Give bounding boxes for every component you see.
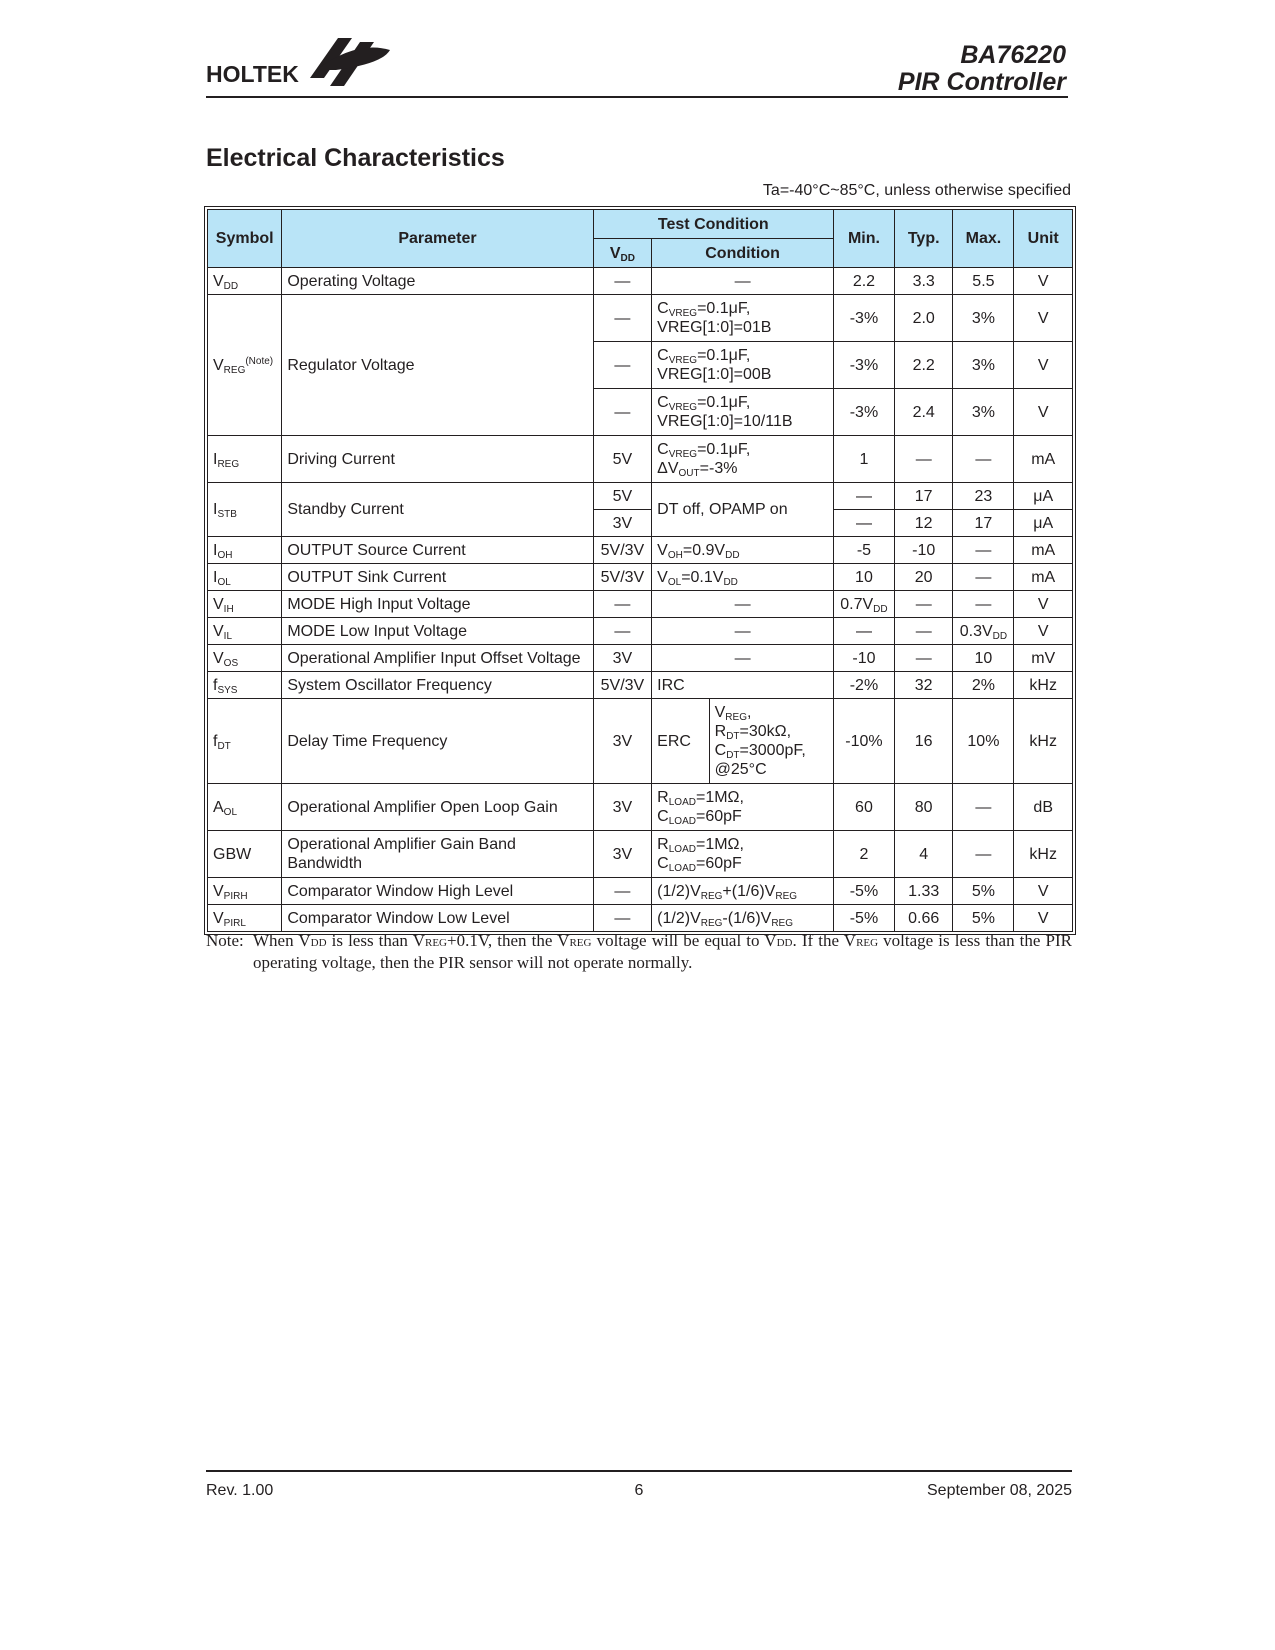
note-label: Note:	[206, 931, 244, 950]
header-max: Max.	[953, 210, 1014, 268]
unit-cell: mA	[1014, 537, 1073, 564]
min-cell: —	[833, 510, 894, 537]
max-cell: $0.3V_{DD}$	[953, 618, 1014, 645]
typ-cell: 17	[894, 483, 953, 510]
condition-cell: $C_{VREG}=0.1\mu F$, VREG[1:0]=10/11B	[652, 389, 834, 436]
unit-cell: V	[1014, 905, 1073, 932]
unit-cell: mA	[1014, 436, 1073, 483]
unit-cell: kHz	[1014, 699, 1073, 784]
unit-cell: V	[1014, 342, 1073, 389]
typ-cell: 20	[894, 564, 953, 591]
table-row	[208, 268, 1073, 295]
table-row	[208, 591, 1073, 618]
max-cell: 3%	[953, 389, 1014, 436]
holtek-logo	[206, 30, 396, 92]
table-row	[208, 645, 1073, 672]
typ-cell: 1.33	[894, 878, 953, 905]
typ-cell: 3.3	[894, 268, 953, 295]
parameter-cell: OUTPUT Sink Current	[282, 564, 593, 591]
symbol-cell: $V_{DD}$	[208, 268, 282, 295]
parameter-cell: Driving Current	[282, 436, 593, 483]
vdd-cell: 3V	[593, 645, 652, 672]
condition-cell: $(1/2)V_{REG}+(1/6)V_{REG}$	[652, 878, 834, 905]
max-cell: —	[953, 436, 1014, 483]
unit-cell: μA	[1014, 510, 1073, 537]
min-cell: -3%	[833, 389, 894, 436]
parameter-cell: Delay Time Frequency	[282, 699, 593, 784]
header-typ: Typ.	[894, 210, 953, 268]
vdd-cell: 3V	[593, 510, 652, 537]
symbol-cell: $V_{PIRL}$	[208, 905, 282, 932]
min-cell: -5	[833, 537, 894, 564]
page-header	[206, 26, 1068, 98]
symbol-cell: $f_{DT}$	[208, 699, 282, 784]
max-cell: 17	[953, 510, 1014, 537]
unit-cell: kHz	[1014, 831, 1073, 878]
header-vdd: $V_{DD}$	[593, 239, 652, 268]
table-row	[208, 618, 1073, 645]
typ-cell: 2.4	[894, 389, 953, 436]
symbol-cell: $I_{OH}$	[208, 537, 282, 564]
table-row	[208, 905, 1073, 932]
typ-cell: 4	[894, 831, 953, 878]
parameter-cell: Operational Amplifier Gain Band Bandwidth	[282, 831, 593, 878]
table-row	[208, 699, 1073, 784]
symbol-cell: $V_{REG}^{(Note)}$	[208, 295, 282, 436]
vdd-cell: —	[593, 295, 652, 342]
typ-cell: 16	[894, 699, 953, 784]
vdd-cell: 3V	[593, 831, 652, 878]
unit-cell: dB	[1014, 784, 1073, 831]
max-cell: 5.5	[953, 268, 1014, 295]
unit-cell: mA	[1014, 564, 1073, 591]
header-unit: Unit	[1014, 210, 1073, 268]
vdd-cell: —	[593, 268, 652, 295]
symbol-cell: $V_{IH}$	[208, 591, 282, 618]
unit-cell: kHz	[1014, 672, 1073, 699]
parameter-cell: Comparator Window High Level	[282, 878, 593, 905]
min-cell: -5%	[833, 878, 894, 905]
symbol-cell: $I_{STB}$	[208, 483, 282, 537]
min-cell: 2	[833, 831, 894, 878]
symbol-cell: $I_{OL}$	[208, 564, 282, 591]
min-cell: 1	[833, 436, 894, 483]
vdd-cell: —	[593, 905, 652, 932]
vdd-cell: 3V	[593, 699, 652, 784]
condition-cell: $V_{OH}=0.9V_{DD}$	[652, 537, 834, 564]
vdd-cell: —	[593, 389, 652, 436]
product-name: PIR Controller	[897, 68, 1066, 96]
condition-cell: $C_{VREG}=0.1\mu F$, VREG[1:0]=00B	[652, 342, 834, 389]
min-cell: —	[833, 483, 894, 510]
table-note	[206, 930, 1072, 974]
unit-cell: mV	[1014, 645, 1073, 672]
typ-cell: —	[894, 618, 953, 645]
max-cell: 23	[953, 483, 1014, 510]
max-cell: —	[953, 537, 1014, 564]
condition-cell: $V_{OL}=0.1V_{DD}$	[652, 564, 834, 591]
condition-cell: DT off, OPAMP on	[652, 483, 834, 537]
parameter-cell: Regulator Voltage	[282, 295, 593, 436]
note-text: When VDD is less than VREG+0.1V, then the VREG voltage will be equal to VDD. If the VREG voltage is less than the PIR operating voltage, then the PIR sensor will not operate normally.	[253, 931, 1072, 972]
min-cell: -3%	[833, 342, 894, 389]
symbol-cell: $I_{REG}$	[208, 436, 282, 483]
table-row	[208, 784, 1073, 831]
max-cell: 5%	[953, 878, 1014, 905]
max-cell: —	[953, 591, 1014, 618]
unit-cell: V	[1014, 389, 1073, 436]
condition-cell: $(1/2)V_{REG}-(1/6)V_{REG}$	[652, 905, 834, 932]
table-row	[208, 672, 1073, 699]
page-footer	[206, 1470, 1072, 1499]
min-cell: -2%	[833, 672, 894, 699]
vdd-cell: 3V	[593, 784, 652, 831]
vdd-cell: 5V	[593, 483, 652, 510]
vdd-cell: —	[593, 342, 652, 389]
unit-cell: V	[1014, 295, 1073, 342]
table-row	[208, 878, 1073, 905]
parameter-cell: MODE High Input Voltage	[282, 591, 593, 618]
condition-cell: $C_{VREG}=0.1\mu F$, VREG[1:0]=01B	[652, 295, 834, 342]
condition-cell: IRC	[652, 672, 834, 699]
min-cell: —	[833, 618, 894, 645]
parameter-cell: Standby Current	[282, 483, 593, 537]
parameter-cell: OUTPUT Source Current	[282, 537, 593, 564]
typ-cell: -10	[894, 537, 953, 564]
electrical-characteristics-table	[207, 209, 1073, 932]
vdd-cell: —	[593, 591, 652, 618]
parameter-cell: Comparator Window Low Level	[282, 905, 593, 932]
revision: Rev. 1.00	[206, 1482, 274, 1499]
vdd-cell: 5V/3V	[593, 672, 652, 699]
document-title	[898, 42, 1066, 96]
table-row	[208, 564, 1073, 591]
symbol-cell: GBW	[208, 831, 282, 878]
parameter-cell: Operating Voltage	[282, 268, 593, 295]
typ-cell: —	[894, 591, 953, 618]
max-cell: —	[953, 831, 1014, 878]
condition-cell: —	[652, 268, 834, 295]
symbol-cell: $f_{SYS}$	[208, 672, 282, 699]
vdd-cell: 5V/3V	[593, 564, 652, 591]
unit-cell: V	[1014, 268, 1073, 295]
condition-cell: —	[652, 618, 834, 645]
parameter-cell: Operational Amplifier Open Loop Gain	[282, 784, 593, 831]
table-row	[208, 537, 1073, 564]
table-row	[208, 295, 1073, 342]
min-cell: -3%	[833, 295, 894, 342]
symbol-cell: $A_{OL}$	[208, 784, 282, 831]
logo-wordmark: HOLTEK	[206, 61, 299, 87]
typ-cell: 0.66	[894, 905, 953, 932]
symbol-cell: $V_{OS}$	[208, 645, 282, 672]
condition-cell: ERC	[652, 699, 709, 784]
condition-detail-cell: $V_{REG}$, $R_{DT}=30k\Omega$, $C_{DT}=3000pF$, @25°C	[709, 699, 833, 784]
vdd-cell: —	[593, 878, 652, 905]
typ-cell: —	[894, 645, 953, 672]
parameter-cell: MODE Low Input Voltage	[282, 618, 593, 645]
unit-cell: V	[1014, 591, 1073, 618]
parameter-cell: System Oscillator Frequency	[282, 672, 593, 699]
publish-date: September 08, 2025	[927, 1482, 1072, 1499]
typ-cell: 32	[894, 672, 953, 699]
condition-cell: —	[652, 591, 834, 618]
max-cell: 3%	[953, 342, 1014, 389]
header-row	[208, 210, 1073, 239]
unit-cell: V	[1014, 618, 1073, 645]
table-row	[208, 483, 1073, 510]
max-cell: 3%	[953, 295, 1014, 342]
page-number: 6	[634, 1482, 644, 1499]
header-parameter: Parameter	[282, 210, 593, 268]
max-cell: 10	[953, 645, 1014, 672]
header-symbol: Symbol	[208, 210, 282, 268]
min-cell: -5%	[833, 905, 894, 932]
condition-cell: $R_{LOAD}=1M\Omega$, $C_{LOAD}=60pF$	[652, 831, 834, 878]
condition-cell: —	[652, 645, 834, 672]
vdd-cell: 5V/3V	[593, 537, 652, 564]
ambient-conditions: Ta=-40°C~85°C, unless otherwise specified	[762, 182, 1071, 199]
vdd-cell: 5V	[593, 436, 652, 483]
max-cell: 5%	[953, 905, 1014, 932]
header-condition: Condition	[652, 239, 834, 268]
vdd-cell: —	[593, 618, 652, 645]
condition-cell: $C_{VREG}=0.1\mu F$, $\Delta V_{OUT}=-3\%$	[652, 436, 834, 483]
symbol-cell: $V_{IL}$	[208, 618, 282, 645]
unit-cell: μA	[1014, 483, 1073, 510]
condition-cell: $R_{LOAD}=1M\Omega$, $C_{LOAD}=60pF$	[652, 784, 834, 831]
header-test-condition: Test Condition	[593, 210, 833, 239]
min-cell: 10	[833, 564, 894, 591]
min-cell: 60	[833, 784, 894, 831]
typ-cell: 12	[894, 510, 953, 537]
table-row	[208, 436, 1073, 483]
header-min: Min.	[833, 210, 894, 268]
typ-cell: —	[894, 436, 953, 483]
unit-cell: V	[1014, 878, 1073, 905]
min-cell: 2.2	[833, 268, 894, 295]
typ-cell: 2.2	[894, 342, 953, 389]
typ-cell: 80	[894, 784, 953, 831]
typ-cell: 2.0	[894, 295, 953, 342]
table-row	[208, 831, 1073, 878]
min-cell: $0.7V_{DD}$	[833, 591, 894, 618]
section-title: Electrical Characteristics	[206, 144, 505, 172]
parameter-cell: Operational Amplifier Input Offset Voltage	[282, 645, 593, 672]
part-number: BA76220	[960, 41, 1066, 69]
max-cell: 2%	[953, 672, 1014, 699]
min-cell: -10	[833, 645, 894, 672]
min-cell: -10%	[833, 699, 894, 784]
max-cell: —	[953, 564, 1014, 591]
max-cell: 10%	[953, 699, 1014, 784]
symbol-cell: $V_{PIRH}$	[208, 878, 282, 905]
max-cell: —	[953, 784, 1014, 831]
